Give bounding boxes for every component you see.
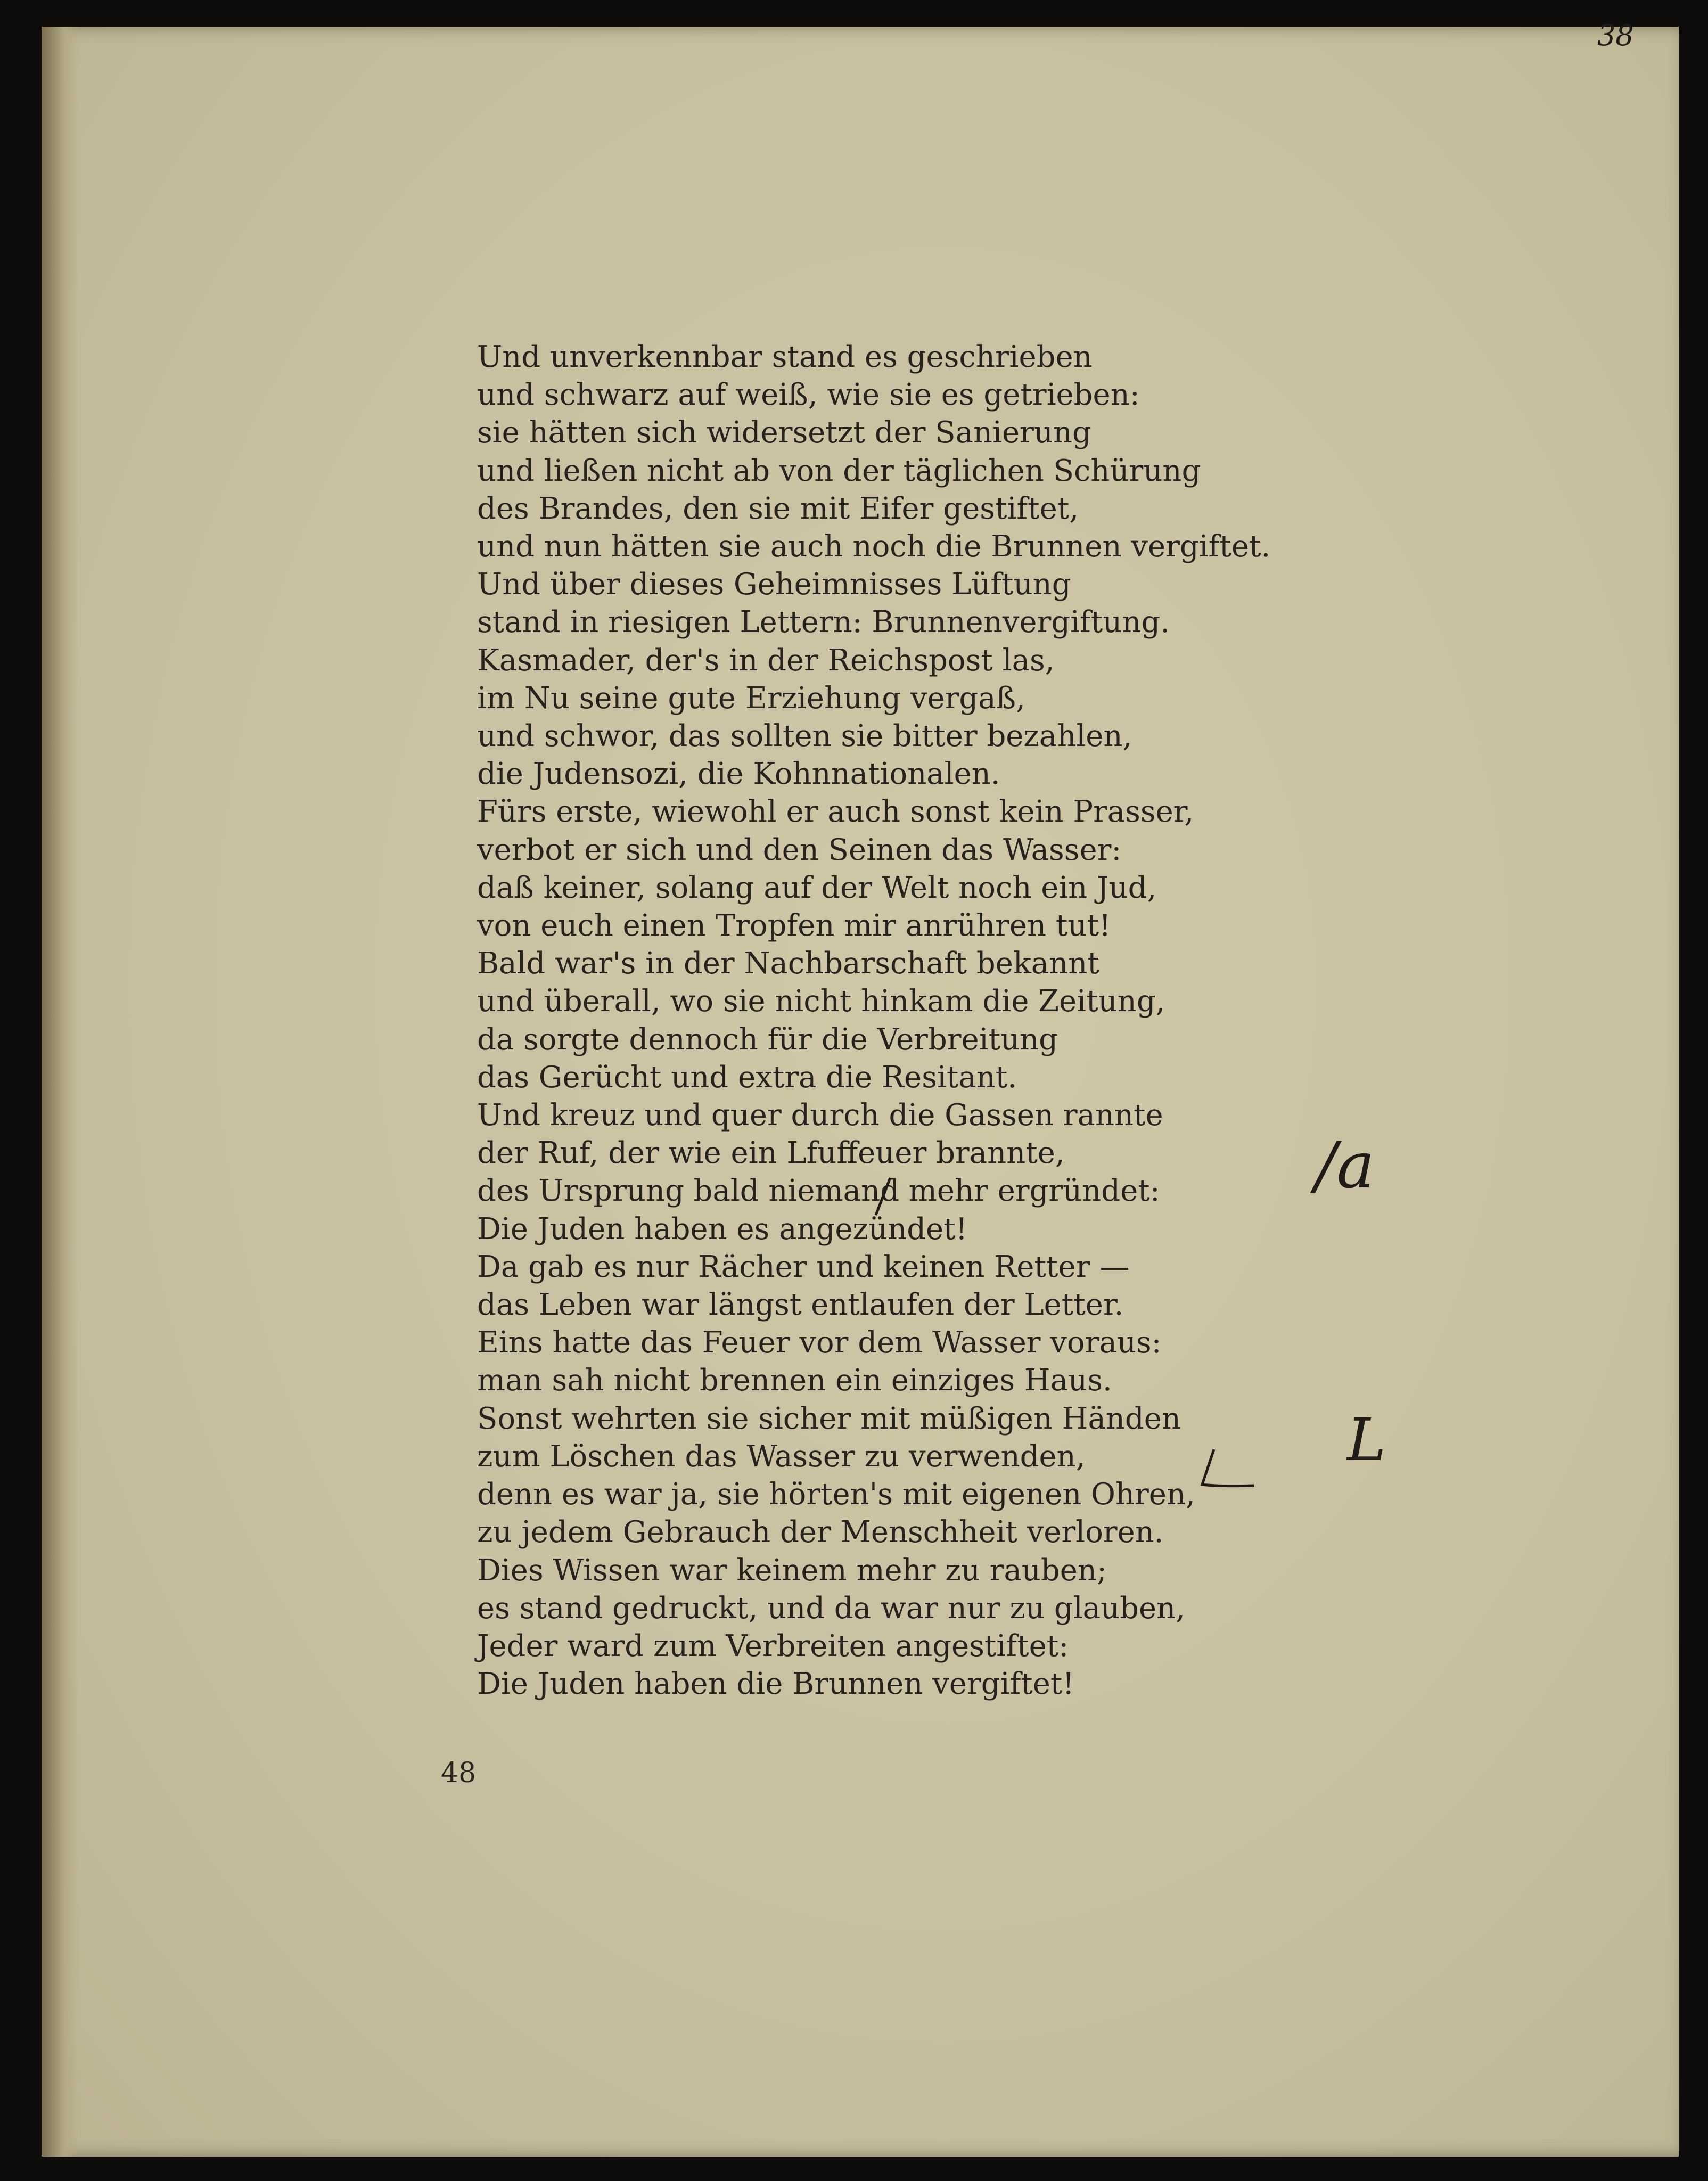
poem-line: stand in riesigen Lettern: Brunnenvergiftung. <box>477 605 1170 640</box>
poem-line: daß keiner, solang auf der Welt noch ein Jud, <box>477 870 1157 905</box>
poem-line: Die Juden haben es angezündet! <box>477 1211 968 1247</box>
margin-correction-mark: /a <box>1315 1129 1375 1203</box>
poem-line: Eins hatte das Feuer vor dem Wasser voraus: <box>477 1325 1162 1360</box>
poem-line: es stand gedruckt, und da war nur zu glauben, <box>477 1590 1185 1626</box>
poem-line: von euch einen Tropfen mir anrühren tut! <box>477 908 1111 944</box>
poem-line: Bald war's in der Nachbarschaft bekannt <box>477 946 1099 981</box>
poem-line: Die Juden haben die Brunnen vergiftet! <box>477 1667 1074 1702</box>
poem-line: zu jedem Gebrauch der Menschheit verloren. <box>477 1515 1164 1550</box>
poem-line: und überall, wo sie nicht hinkam die Zeitung, <box>477 984 1165 1019</box>
poem-line: Und unverkennbar stand es geschrieben <box>477 340 1093 374</box>
handwritten-folio-number: 38 <box>1597 19 1634 52</box>
poem-line: Dies Wissen war keinem mehr zu rauben; <box>477 1553 1107 1588</box>
margin-correction-mark: L <box>1347 1406 1386 1474</box>
poem-line: Und über dieses Geheimnisses Lüftung <box>477 567 1071 602</box>
poem-line: Fürs erste, wiewohl er auch sonst kein Prasser, <box>477 794 1194 830</box>
poem-line: die Judensozi, die Kohnnationalen. <box>477 757 1000 792</box>
poem-line: Jeder ward zum Verbreiten angestiftet: <box>477 1628 1069 1663</box>
poem-line: und schwarz auf weiß, wie sie es getrieben: <box>477 378 1140 413</box>
poem-line: denn es war ja, sie hörten's mit eigenen Ohren, <box>477 1477 1195 1512</box>
poem-line: und ließen nicht ab von der täglichen Schürung <box>477 453 1201 488</box>
poem-line: Kasmader, der's in der Reichspost las, <box>477 643 1055 678</box>
poem-line: und nun hätten sie auch noch die Brunnen vergiftet. <box>477 529 1271 564</box>
poem-line: Und kreuz und quer durch die Gassen rannte <box>477 1098 1163 1133</box>
poem-line: des Ursprung bald niemand mehr ergründet: <box>477 1174 1160 1209</box>
poem-line: das Leben war längst entlaufen der Letter. <box>477 1288 1124 1323</box>
poem-line: des Brandes, den sie mit Eifer gestiftet, <box>477 491 1079 526</box>
poem-line: zum Löschen das Wasser zu verwenden, <box>477 1439 1086 1474</box>
poem-line: Da gab es nur Rächer und keinen Retter — <box>477 1249 1130 1284</box>
poem-line: das Gerücht und extra die Resitant. <box>477 1060 1017 1095</box>
poem-line: der Ruf, der wie ein Lfuffeuer brannte, <box>477 1136 1065 1171</box>
poem-line: und schwor, das sollten sie bitter bezahlen, <box>477 719 1132 754</box>
poem-line: Sonst wehrten sie sicher mit müßigen Händen <box>477 1401 1181 1436</box>
poem-line: man sah nicht brennen ein einziges Haus. <box>477 1363 1112 1398</box>
page-number: 48 <box>441 1757 477 1789</box>
poem-line: im Nu seine gute Erziehung vergaß, <box>477 680 1025 716</box>
poem-line: sie hätten sich widersetzt der Sanierung <box>477 415 1091 450</box>
poem-line: da sorgte dennoch für die Verbreitung <box>477 1022 1058 1057</box>
poem-line: verbot er sich und den Seinen das Wasser: <box>477 832 1122 867</box>
